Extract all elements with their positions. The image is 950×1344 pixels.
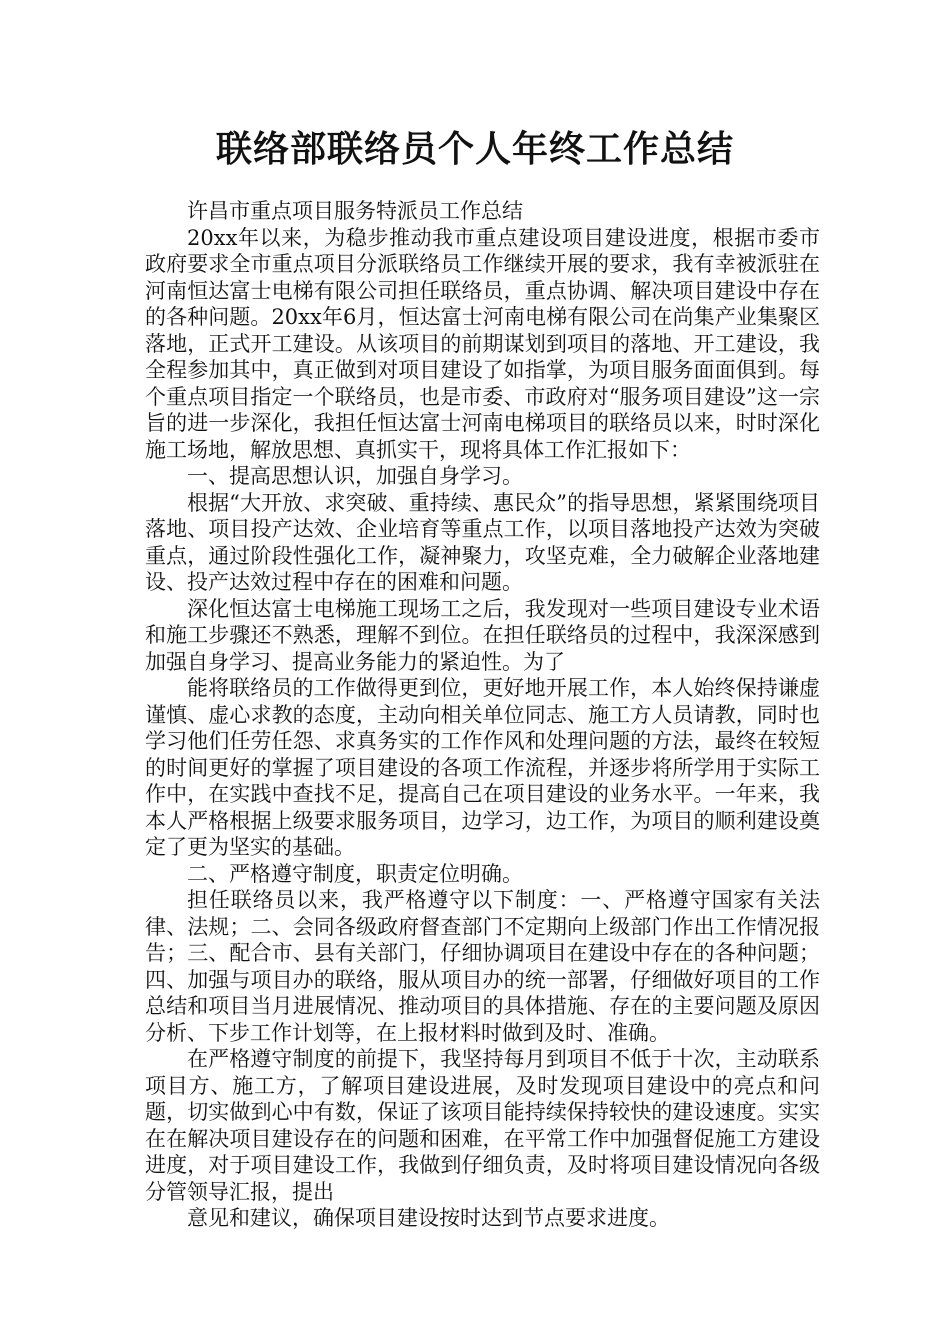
paragraph: 在严格遵守制度的前提下，我坚持每月到项目不低于十次，主动联系项目方、施工方，了解项目建设进展，及时发现项目建设中的亮点和问题，切实做到心中有数，保证了该项目能持续保持较快的建设速度。实实在在解决项目建设存在的问题和困难，在平常工作中加强督促施工方建设进度，对于项目建设工作，我做到仔细负责，及时将项目建设情况向各级分管领导汇报，提出 [145, 1047, 820, 1204]
paragraph: 深化恒达富士电梯施工现场工之后，我发现对一些项目建设专业术语和施工步骤还不熟悉，理解不到位。在担任联络员的过程中，我深深感到加强自身学习、提高业务能力的紧迫性。为了 [145, 596, 820, 674]
paragraph-subtitle: 许昌市重点项目服务特派员工作总结 [187, 199, 523, 223]
paragraph-intro: 20xx年以来，为稳步推动我市重点建设项目建设进度，根据市委市政府要求全市重点项目分派联络员工作继续开展的要求，我有幸被派驻在河南恒达富士电梯有限公司担任联络员，重点协调、解决项目建设中存在的各种问题。20xx年6月，恒达富士河南电梯有限公司在尚集产业集聚区落地，正式开工建设。从该项目的前期谋划到项目的落地、开工建设，我全程参加其中，真正做到对项目建设了如指掌，为项目服务面面俱到。每个重点项目指定一个联络员，也是市委、市政府对“服务项目建设”这一宗旨的进一步深化，我担任恒达富士河南电梯项目的联络员以来，时时深化施工场地，解放思想、真抓实干，现将具体工作汇报如下： [145, 225, 820, 462]
document-title: 联络部联络员个人年终工作总结 [215, 129, 734, 170]
section-heading-2: 二、严格遵守制度，职责定位明确。 [187, 861, 523, 886]
paragraph: 意见和建议，确保项目建设按时达到节点要求进度。 [187, 1206, 670, 1230]
paragraph: 根据“大开放、求突破、重持续、惠民众”的指导思想，紧紧围绕项目落地、项目投产达效、企业培育等重点工作，以项目落地投产达效为突破重点，通过阶段性强化工作，凝神聚力，攻坚克难，全力破解企业落地建设、投产达效过程中存在的困难和问题。 [145, 490, 820, 594]
paragraph: 能将联络员的工作做得更到位，更好地开展工作，本人始终保持谦虚谨慎、虚心求教的态度，主动向相关单位同志、施工方人员请教，同时也学习他们任劳任怨、求真务实的工作作风和处理问题的方法，最终在较短的时间更好的掌握了项目建设的各项工作流程，并逐步将所学用于实际工作中，在实践中查找不足，提高自己在项目建设的业务水平。一年来，我本人严格根据上级要求服务项目，边学习，边工作，为项目的顺利建设奠定了更为坚实的基础。 [145, 676, 820, 859]
section-heading-1: 一、提高思想认识，加强自身学习。 [187, 464, 523, 488]
document-body [145, 198, 820, 1232]
paragraph: 担任联络员以来，我严格遵守以下制度：一、严格遵守国家有关法律、法规；二、会同各级政府督查部门不定期向上级部门作出工作情况报告；三、配合市、县有关部门，仔细协调项目在建设中存在的各种问题；四、加强与项目办的联络，服从项目办的统一部署，仔细做好项目的工作总结和项目当月进展情况、推动项目的具体措施、存在的主要问题及原因分析、下步工作计划等，在上报材料时做到及时、准确。 [145, 888, 820, 1045]
